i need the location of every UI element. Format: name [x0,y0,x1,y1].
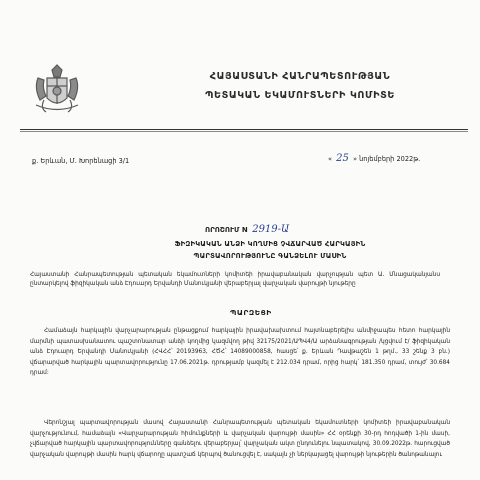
body-paragraph [30,326,450,379]
address: ք. Երևան, Մ. Խորենացի 3/1 [32,157,130,165]
date-suffix: » նոյեմբերի 2022թ. [353,155,421,163]
header-line-2: ՊԵՏԱԿԱՆ ԵԿԱՄՈՒՏՆԵՐԻ ԿՈՄԻՏԵ [205,90,395,101]
body-paragraph [30,418,450,460]
paragraph-text: Համաձայն հարկային վարչարարության ընթացքում հարկային իրավախախտում հայտնաբերելիս անմիջապես հետո հարկային մարմնի պատասխանատու պաշտոնատար անձի կողմից կազմվող թիվ 32175/2021/ԱՊՎ4/Ա արձանագրության /կցվում է/ ֆիզիկական անձ Էդուարդ Երվանդի Մանուկյանի (ՀՎՀՀ՝ 20193963, ՀԾՀ՝ 14089000858, հասցե՝ ք. Երևան Դավթաշեն 1 թղմ., 33 շենք 3 բն.) վճարարված հարկային պարտավորությունը 17.06.2021թ. դրությամբ կազմել է 212.034 դրամ, որից հարկ՝ 181.350 դրամ, տույժ՝ 30.684 դրամ: [30,328,450,376]
document-date [328,153,420,164]
header-divider [20,129,468,130]
section-heading: ՊԱՐԶԵՑԻ [230,308,272,317]
header-line-1: ՀԱՅԱՍՏԱՆԻ ՀԱՆՐԱՊԵՏՈՒԹՅԱՆ [209,71,391,82]
date-day: 25 [336,153,349,164]
order-label: ՈՐՈՇՈՒՄ N [205,226,248,234]
order-number [205,224,289,235]
paragraph-text: Վերոնշյալ պարտավորության մասով Հայաստանի Հանրապետության պետական եկամուտների կոմիտեի իրավաբանական վարչությունում, համաձայն «Վարչարարության հիմունքների և վարչական վարույթի մասին» ՀՀ օրենքի 30-րդ հոդվածի 1-ին մասի, չվճարված հարկային պարտավորությունները գանձելու վերաբերյալ՝ վարչական ակտ ընդունելու նպատակով, 30.09.2022թ. հարուցված վարչական վարույթի մասին հարկ վճարողը պատշաճ կերպով ծանուցվել է, սակայն չի ներկայացել վարույթի նյութերին ծանոթանալու [30,420,450,458]
subject-line-2: ՊԱՐՏԱՎՈՐՈՒԹՅՈՒՆԸ ԳԱՆՁԵԼՈՒ ՄԱՍԻՆ [193,252,347,260]
lead-paragraph: Հայաստանի Հանրապետության պետական եկամուտների կոմիտեի իրավաբանական վարչության պետ Ա. Մնացականյանս ընտարկելով ֆիզիկական անձ Էդուարդ Երվանդի Մանուկյանի վերաբերյալ վարչական վարույթի նյութերը [30,272,440,288]
subject-line-1: ՖԻԶԻԿԱԿԱՆ ԱՆՁԻ ԿՈՂՄԻՑ ՉՎՃԱՐՎԱԾ ՀԱՐԿԱՅԻՆ [174,240,366,248]
armenian-coat-of-arms-icon [30,60,84,116]
order-handwritten-number: 2919-Ա [252,224,290,235]
header-divider-thin [20,131,468,132]
date-prefix: « [328,155,333,163]
